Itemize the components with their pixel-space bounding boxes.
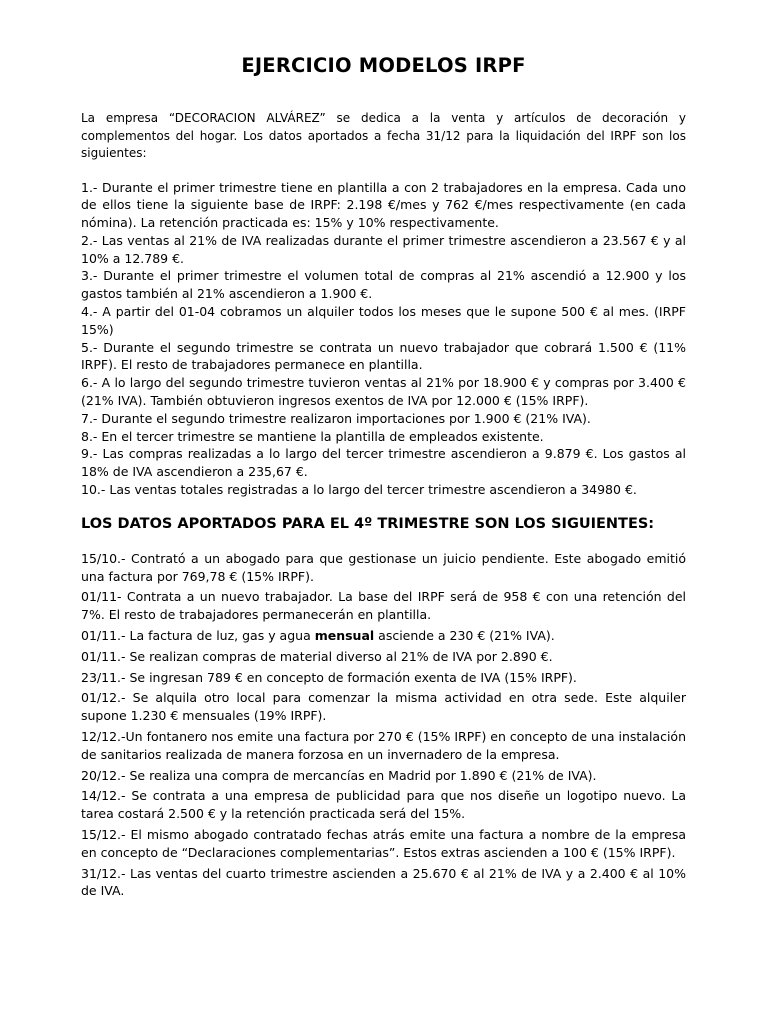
q4-entry: 14/12.- Se contrata a una empresa de publicidad para que nos diseñe un logotipo nuevo. La tarea costará 2.500 € y la retención practicada será del 15%. <box>81 788 686 822</box>
list-item: 6.- A lo largo del segundo trimestre tuvieron ventas al 21% por 18.900 € y compras por 3.400 € (21% IVA). También obtuvieron ingresos exentos de IVA por 12.000 € (15% IRPF). <box>81 375 686 409</box>
q4-entry: 23/11.- Se ingresan 789 € en concepto de formación exenta de IVA (15% IRPF). <box>81 669 577 685</box>
q4-entry: 01/11- Contrata a un nuevo trabajador. La base del IRPF será de 958 € con una retención del 7%. El resto de trabajadores permanecerán en plantilla. <box>81 589 686 623</box>
list-item: 4.- A partir del 01-04 cobramos un alquiler todos los meses que le supone 500 € al mes. (IRPF 15%) <box>81 304 686 337</box>
q4-entry: 01/12.- Se alquila otro local para comenzar la misma actividad en otra sede. Este alquiler supone 1.230 € mensuales (19% IRPF). <box>81 690 686 724</box>
list-item: 8.- En el tercer trimestre se mantiene la plantilla de empleados existente. <box>81 428 544 444</box>
q4-entry-text: asciende a 230 € (21% IVA). <box>374 628 555 644</box>
document-page <box>81 52 686 903</box>
q4-entry-text: 01/11.- La factura de luz, gas y agua <box>81 628 315 644</box>
q4-entry: 12/12.-Un fontanero nos emite una factura por 270 € (15% IRPF) en concepto de una instalación de sanitarios realizada de manera forzosa en un invernadero de la empresa. <box>81 729 686 762</box>
page-title: EJERCICIO MODELOS IRPF <box>241 54 526 77</box>
list-item: 2.- Las ventas al 21% de IVA realizadas durante el primer trimestre ascendieron a 23.567 € y al 10% a 12.789 €. <box>81 232 686 266</box>
q4-entry <box>81 627 686 645</box>
list-item: 7.- Durante el segundo trimestre realizaron importaciones por 1.900 € (21% IVA). <box>81 410 591 426</box>
items-list <box>81 179 686 499</box>
q4-entry: 01/11.- Se realizan compras de material diverso al 21% de IVA por 2.890 €. <box>81 648 553 664</box>
list-item: 5.- Durante el segundo trimestre se contrata un nuevo trabajador que cobrará 1.500 € (11% IRPF). El resto de trabajadores permanece en plantilla. <box>81 339 686 373</box>
q4-list <box>81 550 686 900</box>
q4-entry: 15/12.- El mismo abogado contratado fechas atrás emite una factura a nombre de la empresa en concepto de “Declaraciones complementarias”. Estos extras ascienden a 100 € (15% IRPF). <box>81 827 686 860</box>
list-item: 9.- Las compras realizadas a lo largo del tercer trimestre ascendieron a 9.879 €. Los gastos al 18% de IVA ascendieron a 235,67 €. <box>81 446 686 480</box>
section-heading: LOS DATOS APORTADOS PARA EL 4º TRIMESTRE SON LOS SIGUIENTES: <box>81 515 655 532</box>
q4-entry: 15/10.- Contrató a un abogado para que gestionase un juicio pendiente. Este abogado emitió una factura por 769,78 € (15% IRPF). <box>81 550 686 584</box>
emphasis-text: mensual <box>314 628 375 644</box>
list-item: 10.- Las ventas totales registradas a lo largo del tercer trimestre ascendieron a 34980 €. <box>81 482 637 498</box>
list-item: 3.- Durante el primer trimestre el volumen total de compras al 21% ascendió a 12.900 y los gastos también al 21% ascendieron a 1.900 €. <box>81 268 686 302</box>
list-item: 1.- Durante el primer trimestre tiene en plantilla a con 2 trabajadores en la empresa. Cada uno de ellos tiene la siguiente base de IRPF: 2.198 €/mes y 762 €/mes respectivamente (en cada nómina). La retención practicada es: 15% y 10% respectivamente. <box>81 179 686 231</box>
q4-entry: 31/12.- Las ventas del cuarto trimestre ascienden a 25.670 € al 21% de IVA y a 2.400 € al 10% de IVA. <box>81 865 686 899</box>
q4-entry: 20/12.- Se realiza una compra de mercancías en Madrid por 1.890 € (21% de IVA). <box>81 767 597 783</box>
intro-paragraph: La empresa “DECORACION ALVÁREZ” se dedica a la venta y artículos de decoración y complementos del hogar. Los datos aportados a fecha 31/12 para la liquidación del IRPF son los siguientes: <box>81 111 686 160</box>
